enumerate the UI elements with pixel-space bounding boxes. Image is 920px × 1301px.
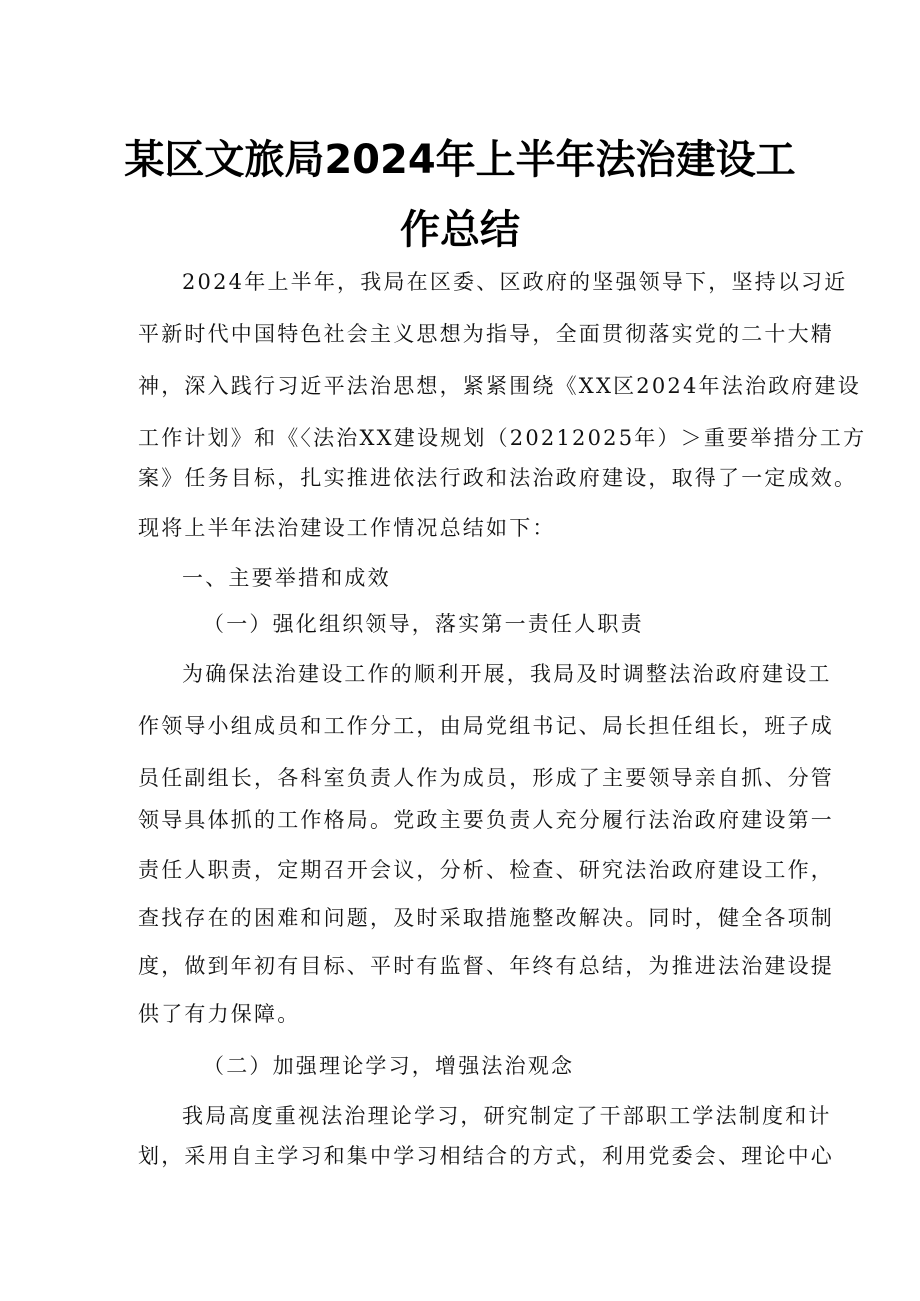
subsection-heading: （一）强化组织领导，落实第一责任人职责 <box>203 612 644 636</box>
body-line: 供了有力保障。 <box>138 1002 301 1026</box>
body-line: 平新时代中国特色社会主义思想为指导，全面贯彻落实党的二十大精 <box>138 322 834 346</box>
body-line: 案》任务目标，扎实推进依法行政和法治政府建设，取得了一定成效。 <box>138 466 858 490</box>
body-line: 现将上半年法治建设工作情况总结如下： <box>138 516 556 540</box>
document-title-line-1: 某区文旅局2024年上半年法治建设工 <box>124 137 796 183</box>
body-line: 查找存在的困难和问题，及时采取措施整改解决。同时，健全各项制 <box>138 906 834 930</box>
body-line: 度，做到年初有目标、平时有监督、年终有总结，为推进法治建设提 <box>138 954 834 978</box>
body-line: 神，深入践行习近平法治思想，紧紧围绕《XX区2024年法治政府建设 <box>138 374 861 398</box>
body-line: 员任副组长，各科室负责人作为成员，形成了主要领导亲自抓、分管 <box>138 766 834 790</box>
body-line: 领导具体抓的工作格局。党政主要负责人充分履行法治政府建设第一 <box>138 808 834 832</box>
body-line: 2024年上半年，我局在区委、区政府的坚强领导下，坚持以习近 <box>182 270 848 294</box>
body-line: 划，采用自主学习和集中学习相结合的方式，利用党委会、理论中心 <box>138 1144 834 1168</box>
body-line: 工作计划》和《〈法治XX建设规划（20212025年）＞重要举措分工方 <box>138 426 867 450</box>
section-heading: 一、主要举措和成效 <box>182 566 391 590</box>
body-line: 作领导小组成员和工作分工，由局党组书记、局长担任组长，班子成 <box>138 714 834 738</box>
document-title-line-2: 作总结 <box>400 207 520 253</box>
body-line: 责任人职责，定期召开会议，分析、检查、研究法治政府建设工作， <box>138 858 834 882</box>
subsection-heading: （二）加强理论学习，增强法治观念 <box>203 1054 575 1078</box>
body-line: 为确保法治建设工作的顺利开展，我局及时调整法治政府建设工 <box>182 662 832 686</box>
body-line: 我局高度重视法治理论学习，研究制定了干部职工学法制度和计 <box>182 1104 832 1128</box>
